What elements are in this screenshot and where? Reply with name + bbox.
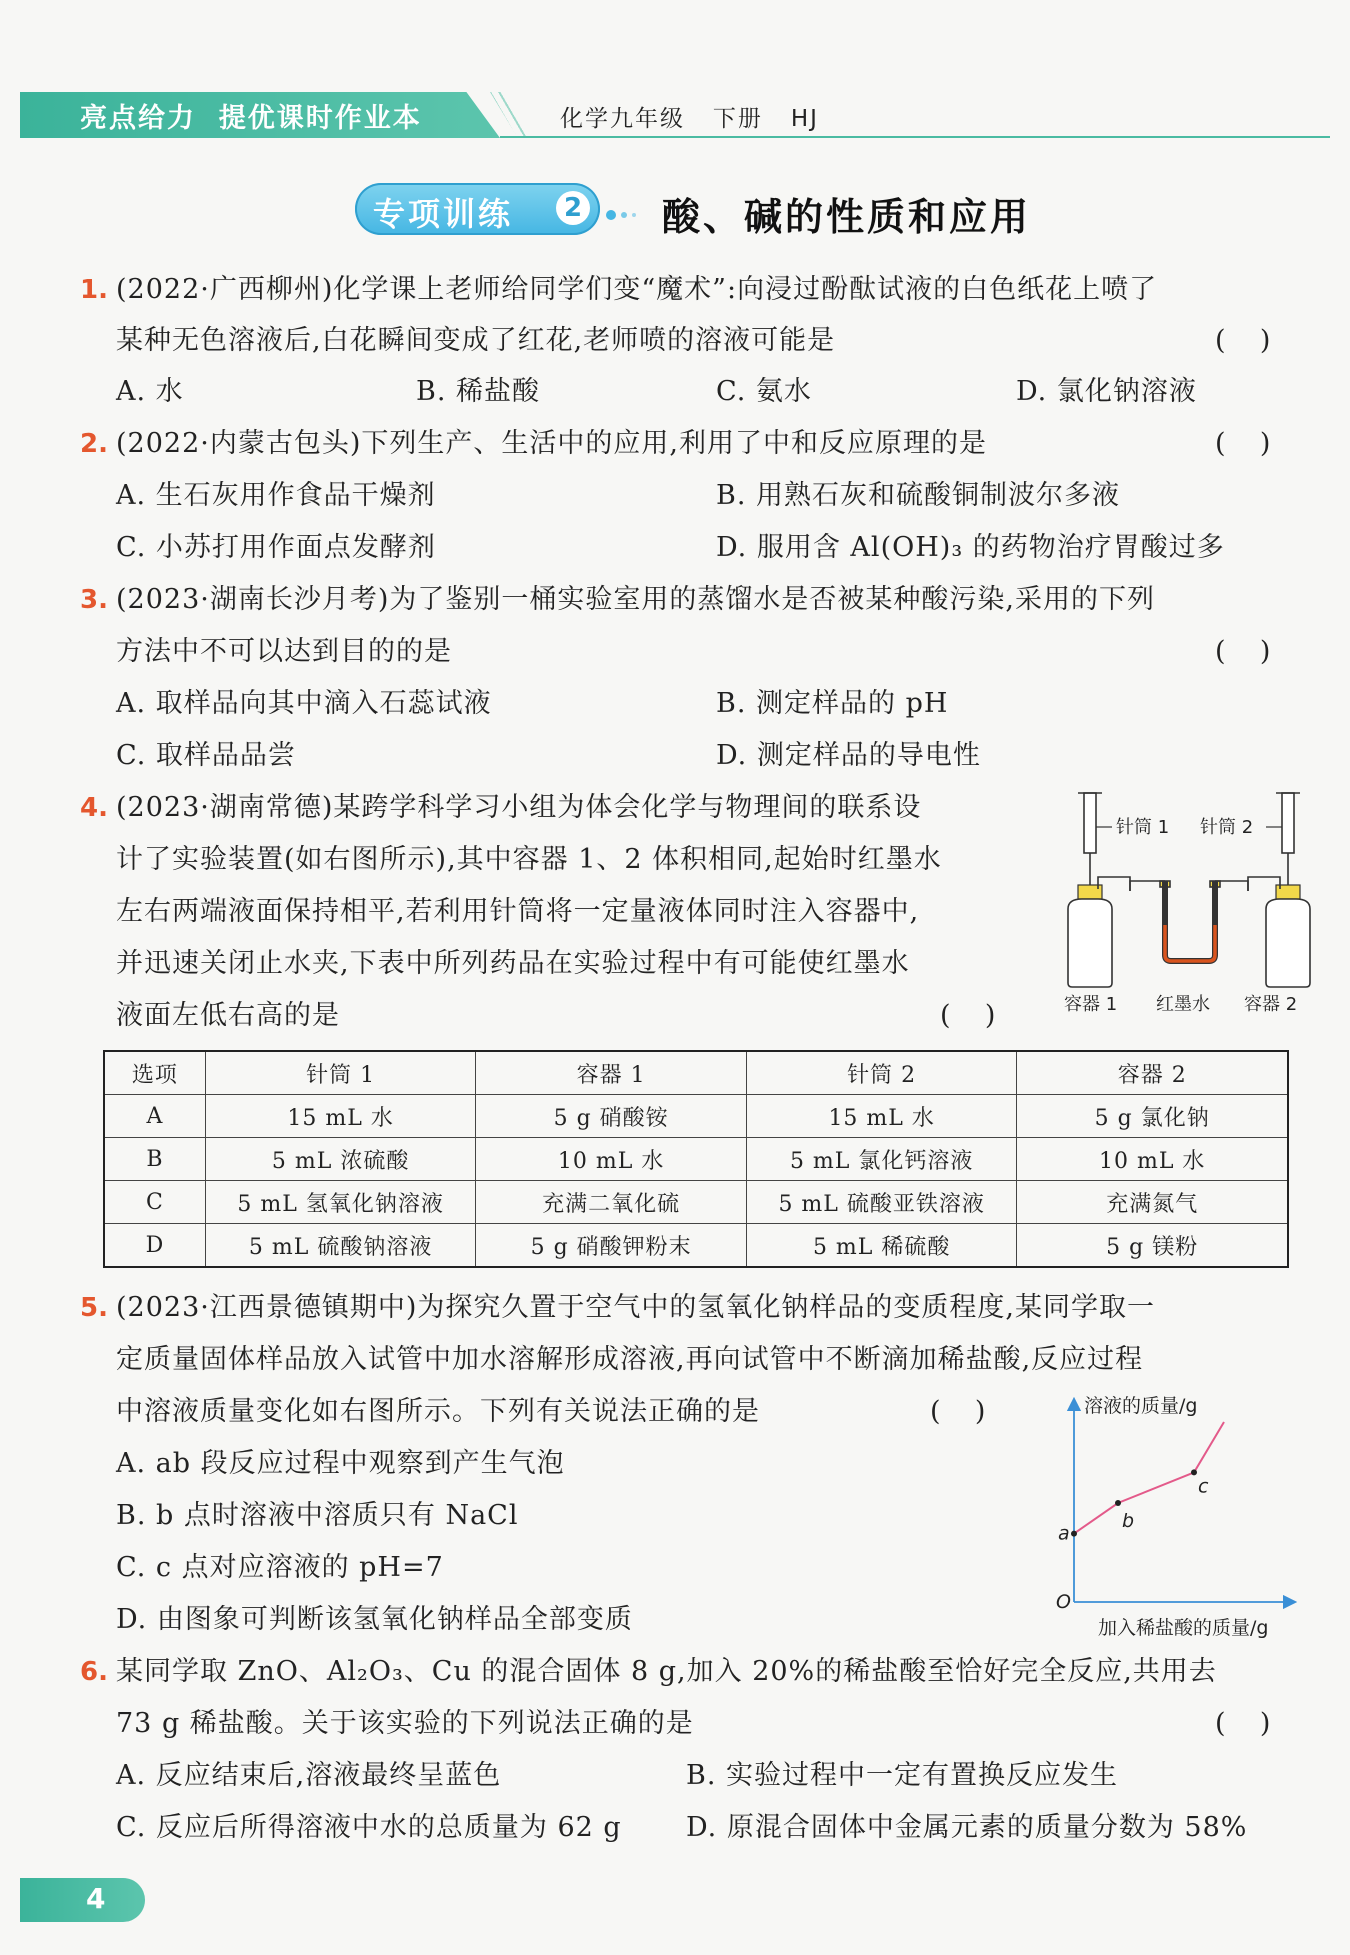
option-c: C. c 点对应溶液的 pH=7 [116,1552,444,1583]
syringe-1-icon [1078,793,1102,885]
table-header: 针筒 2 [746,1051,1017,1095]
table-row [104,1224,1288,1268]
point-label-a: a [1058,1522,1070,1545]
point-b [1115,1500,1121,1506]
option-b: B. 用熟石灰和硫酸铜制波尔多液 [716,480,1121,511]
origin-label: O [1056,1591,1071,1613]
answer-blank[interactable]: ( ) [1215,325,1271,356]
answer-blank[interactable]: ( ) [1215,636,1271,667]
question-text: 某种无色溶液后,白花瞬间变成了红花,老师喷的溶液可能是 [116,325,836,356]
table-row [104,1095,1288,1138]
table-cell: 15 mL 水 [205,1095,476,1138]
header-stripes [490,92,530,138]
question-text: (2022·广西柳州)化学课上老师给同学们变“魔术”:向浸过酚酞试液的白色纸花上喷了 [116,274,1158,305]
option-b: B. 测定样品的 pH [716,688,949,719]
option-c: C. 取样品品尝 [116,740,296,771]
section-title: 酸、碱的性质和应用 [662,194,1032,239]
question-number: 2. [80,429,108,459]
table-cell: 5 mL 浓硫酸 [205,1138,476,1181]
table-cell: 5 g 镁粉 [1017,1224,1288,1268]
question-number: 6. [80,1657,108,1687]
table-cell: 充满二氧化硫 [476,1181,747,1224]
option-b: B. 实验过程中一定有置换反应发生 [686,1760,1119,1791]
option-d: D. 原混合固体中金属元素的质量分数为 58% [686,1812,1248,1843]
page-number: 4 [86,1882,106,1915]
table-cell: B [104,1138,205,1181]
table-cell: C [104,1181,205,1224]
question-text: 并迅速关闭止水夹,下表中所列药品在实验过程中有可能使红墨水 [116,948,910,979]
question-text: (2023·湖南常德)某跨学科学习小组为体会化学与物理间的联系设 [116,792,922,823]
container-2-icon [1266,885,1310,987]
section-badge [355,183,600,235]
question-text: 某同学取 ZnO、Al₂O₃、Cu 的混合固体 8 g,加入 20%的稀盐酸至恰好完全反应,共用去 [116,1656,1217,1687]
section-badge-label: 专项训练 [373,195,514,233]
table-cell: A [104,1095,205,1138]
syringe-2-label: 针筒 2 [1200,817,1254,838]
table-cell: 5 mL 氯化钙溶液 [746,1138,1017,1181]
option-d: D. 由图象可判断该氢氧化钠样品全部变质 [116,1604,633,1635]
x-axis-label: 加入稀盐酸的质量/g [1098,1617,1269,1639]
question-text: 73 g 稀盐酸。关于该实验的下列说法正确的是 [116,1708,694,1739]
point-label-b: b [1122,1510,1135,1532]
option-a: A. 反应结束后,溶液最终呈蓝色 [116,1760,502,1791]
table-header: 容器 2 [1017,1051,1288,1095]
table-cell: 5 mL 稀硫酸 [746,1224,1017,1268]
table-cell: 5 g 硝酸钾粉末 [476,1224,747,1268]
u-tube-icon [1165,881,1215,961]
table-row [104,1138,1288,1181]
page-header [20,92,1330,138]
table-cell: 10 mL 水 [476,1138,747,1181]
option-a: A. 生石灰用作食品干燥剂 [116,480,436,511]
option-a: A. 取样品向其中滴入石蕊试液 [116,688,492,719]
option-c: C. 小苏打用作面点发酵剂 [116,532,436,563]
question-text: 定质量固体样品放入试管中加水溶解形成溶液,再向试管中不断滴加稀盐酸,反应过程 [116,1344,1144,1375]
page-number-tab [20,1878,145,1922]
question-number: 4. [80,793,108,823]
syringe-2-icon [1276,793,1300,885]
point-a [1071,1531,1077,1537]
apparatus-figure [1060,785,1320,1015]
ink-label: 红墨水 [1156,994,1210,1015]
series-title: 亮点给力 提优课时作业本 [80,103,422,134]
option-b: B. 稀盐酸 [416,376,541,407]
question-text: (2023·江西景德镇期中)为探究久置于空气中的氢氧化钠样品的变质程度,某同学取一 [116,1292,1155,1323]
book-info: 化学九年级 下册 HJ [560,106,819,132]
container-2-label: 容器 2 [1244,994,1298,1015]
connecting-tubes [1098,877,1280,891]
table-cell: 5 mL 硫酸钠溶液 [205,1224,476,1268]
table-row [104,1181,1288,1224]
header-rule [500,136,1330,138]
question-number: 5. [80,1293,108,1323]
section-dots [606,204,641,223]
option-d: D. 氯化钠溶液 [1016,376,1197,407]
table-header: 选项 [104,1051,205,1095]
answer-blank[interactable]: ( ) [930,1396,986,1427]
option-c: C. 氨水 [716,376,812,407]
question-number: 3. [80,585,108,615]
table-cell: 10 mL 水 [1017,1138,1288,1181]
question-text: 左右两端液面保持相平,若利用针筒将一定量液体同时注入容器中, [116,896,920,927]
container-1-icon [1068,885,1112,987]
option-d: D. 服用含 Al(OH)₃ 的药物治疗胃酸过多 [716,532,1225,563]
table-header-row [104,1051,1288,1095]
table-cell: D [104,1224,205,1268]
syringe-1-label: 针筒 1 [1116,817,1170,838]
question-text: 方法中不可以达到目的的是 [116,636,452,667]
question-text: 计了实验装置(如右图所示),其中容器 1、2 体积相同,起始时红墨水 [116,844,942,875]
container-1-label: 容器 1 [1064,994,1118,1015]
table-cell: 5 g 氯化钠 [1017,1095,1288,1138]
table-cell: 5 g 硝酸铵 [476,1095,747,1138]
table-header: 容器 1 [476,1051,747,1095]
option-c: C. 反应后所得溶液中水的总质量为 62 g [116,1812,622,1843]
table-cell: 充满氮气 [1017,1181,1288,1224]
question-text: (2022·内蒙古包头)下列生产、生活中的应用,利用了中和反应原理的是 [116,428,987,459]
answer-blank[interactable]: ( ) [1215,1708,1271,1739]
question-text: (2023·湖南长沙月考)为了鉴别一桶实验室用的蒸馏水是否被某种酸污染,采用的下列 [116,584,1155,615]
point-label-c: c [1198,1475,1209,1498]
option-a: A. ab 段反应过程中观察到产生气泡 [116,1448,565,1479]
table-cell: 5 mL 氢氧化钠溶液 [205,1181,476,1224]
question-text: 液面左低右高的是 [116,1000,340,1031]
section-number: 2 [556,191,590,225]
point-c [1191,1469,1197,1475]
reagent-table [103,1050,1289,1268]
answer-blank[interactable]: ( ) [940,1000,996,1031]
table-cell: 5 mL 硫酸亚铁溶液 [746,1181,1017,1224]
table-cell: 15 mL 水 [746,1095,1017,1138]
option-d: D. 测定样品的导电性 [716,740,981,771]
y-axis-label: 溶液的质量/g [1084,1395,1198,1417]
option-a: A. 水 [116,376,184,407]
question-number: 1. [80,275,108,305]
table-header: 针筒 1 [205,1051,476,1095]
option-b: B. b 点时溶液中溶质只有 NaCl [116,1500,519,1531]
question-text: 中溶液质量变化如右图所示。下列有关说法正确的是 [116,1396,760,1427]
answer-blank[interactable]: ( ) [1215,428,1271,459]
mass-graph [1040,1390,1330,1640]
